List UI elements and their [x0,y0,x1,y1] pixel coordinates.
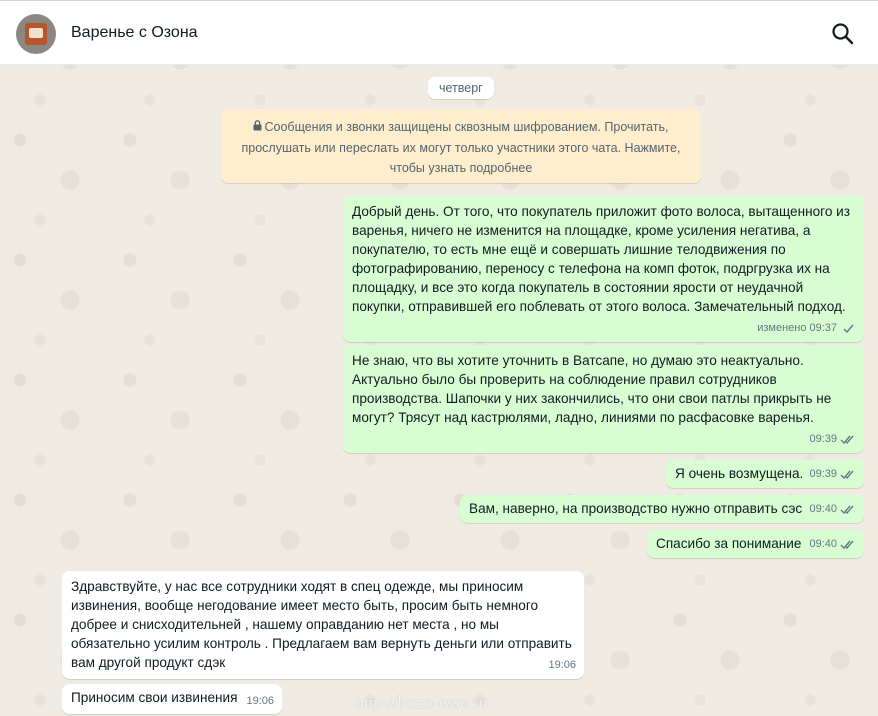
message-time: 09:40 [809,503,837,515]
encryption-notice-text: Сообщения и звонки защищены сквозным шифрованием. Прочитать, прослушать или переслать их могут только участники этого чата. Нажмите, чтобы узнать подробнее [241,120,681,175]
message-text: Добрый день. От того, что покупатель приложит фото волоса, вытащенного из варенья, ничего не изменится на площадке, кроме усиления негатива, а покупателю, то есть мне ещё и совершать лишние телодвижения по фотографированию, переносу с телефона на комп фоток, подргрузка их на площадку, и все это когда покупатель в состоянии ярости от неудачной покупки, отправившей его поблевать от этого волоса. Замечательный подход. [352,204,854,314]
chat-header [0,0,878,65]
jar-label [29,28,43,38]
message-text: Вам, наверно, на производство нужно отправить сэс [469,501,803,516]
message-meta [548,656,576,675]
edited-label: изменено [757,322,807,334]
double-check-icon [840,469,856,480]
message-time: 19:06 [246,695,274,707]
message-outgoing[interactable] [460,495,864,523]
search-icon [830,21,856,47]
message-incoming[interactable] [62,684,282,714]
contact-avatar[interactable] [16,14,56,54]
double-check-icon [840,539,856,550]
message-outgoing[interactable] [343,345,864,453]
double-check-icon [840,504,856,515]
message-text: Спасибо за понимание [656,536,802,551]
message-outgoing[interactable] [647,530,864,558]
message-meta [246,692,274,711]
message-incoming[interactable] [62,571,584,679]
message-text: Приносим свои извинения [71,690,238,705]
message-time: 09:37 [809,322,837,334]
message-text: Я очень возмущена. [675,466,804,481]
message-meta [757,319,856,338]
search-button[interactable] [830,21,856,47]
message-text: Не знаю, что вы хотите уточнить в Ватсапе, но думаю это неактуально. Актуально было бы проверить на соблюдение правил сотрудников производства. Шапочки у них закончились, что они свои патлы прикрыть не могут? Трясут над кастрюлями, ладно, линиями по расфасовке варенья. [352,353,836,425]
message-meta [809,500,856,519]
message-meta [809,465,856,484]
chat-title[interactable]: Варенье с Озона [71,24,198,41]
message-time: 19:06 [548,659,576,671]
message-meta [809,535,856,554]
message-text: Здравствуйте, у нас все сотрудники ходят в спец одежде, мы приносим извинения, вообще негодование имеет место быть, просим быть немного добрее и снисходительней , нашему оправданию нет места , но мы обязательно усилим контроль . Предлагаем вам вернуть деньги или отправить вам другой продукт сдэк [71,579,576,670]
watermark: http://bono-esse.ru [355,693,488,712]
message-meta [809,430,856,449]
message-time: 09:39 [809,433,837,445]
day-separator: четверг [428,77,494,99]
double-check-icon [840,434,856,445]
encryption-notice[interactable] [221,109,701,183]
message-time: 09:39 [809,468,837,480]
lock-icon [253,117,262,138]
message-outgoing[interactable] [666,460,864,488]
message-time: 09:40 [809,538,837,550]
message-outgoing[interactable] [343,196,864,342]
single-check-icon [840,323,856,334]
